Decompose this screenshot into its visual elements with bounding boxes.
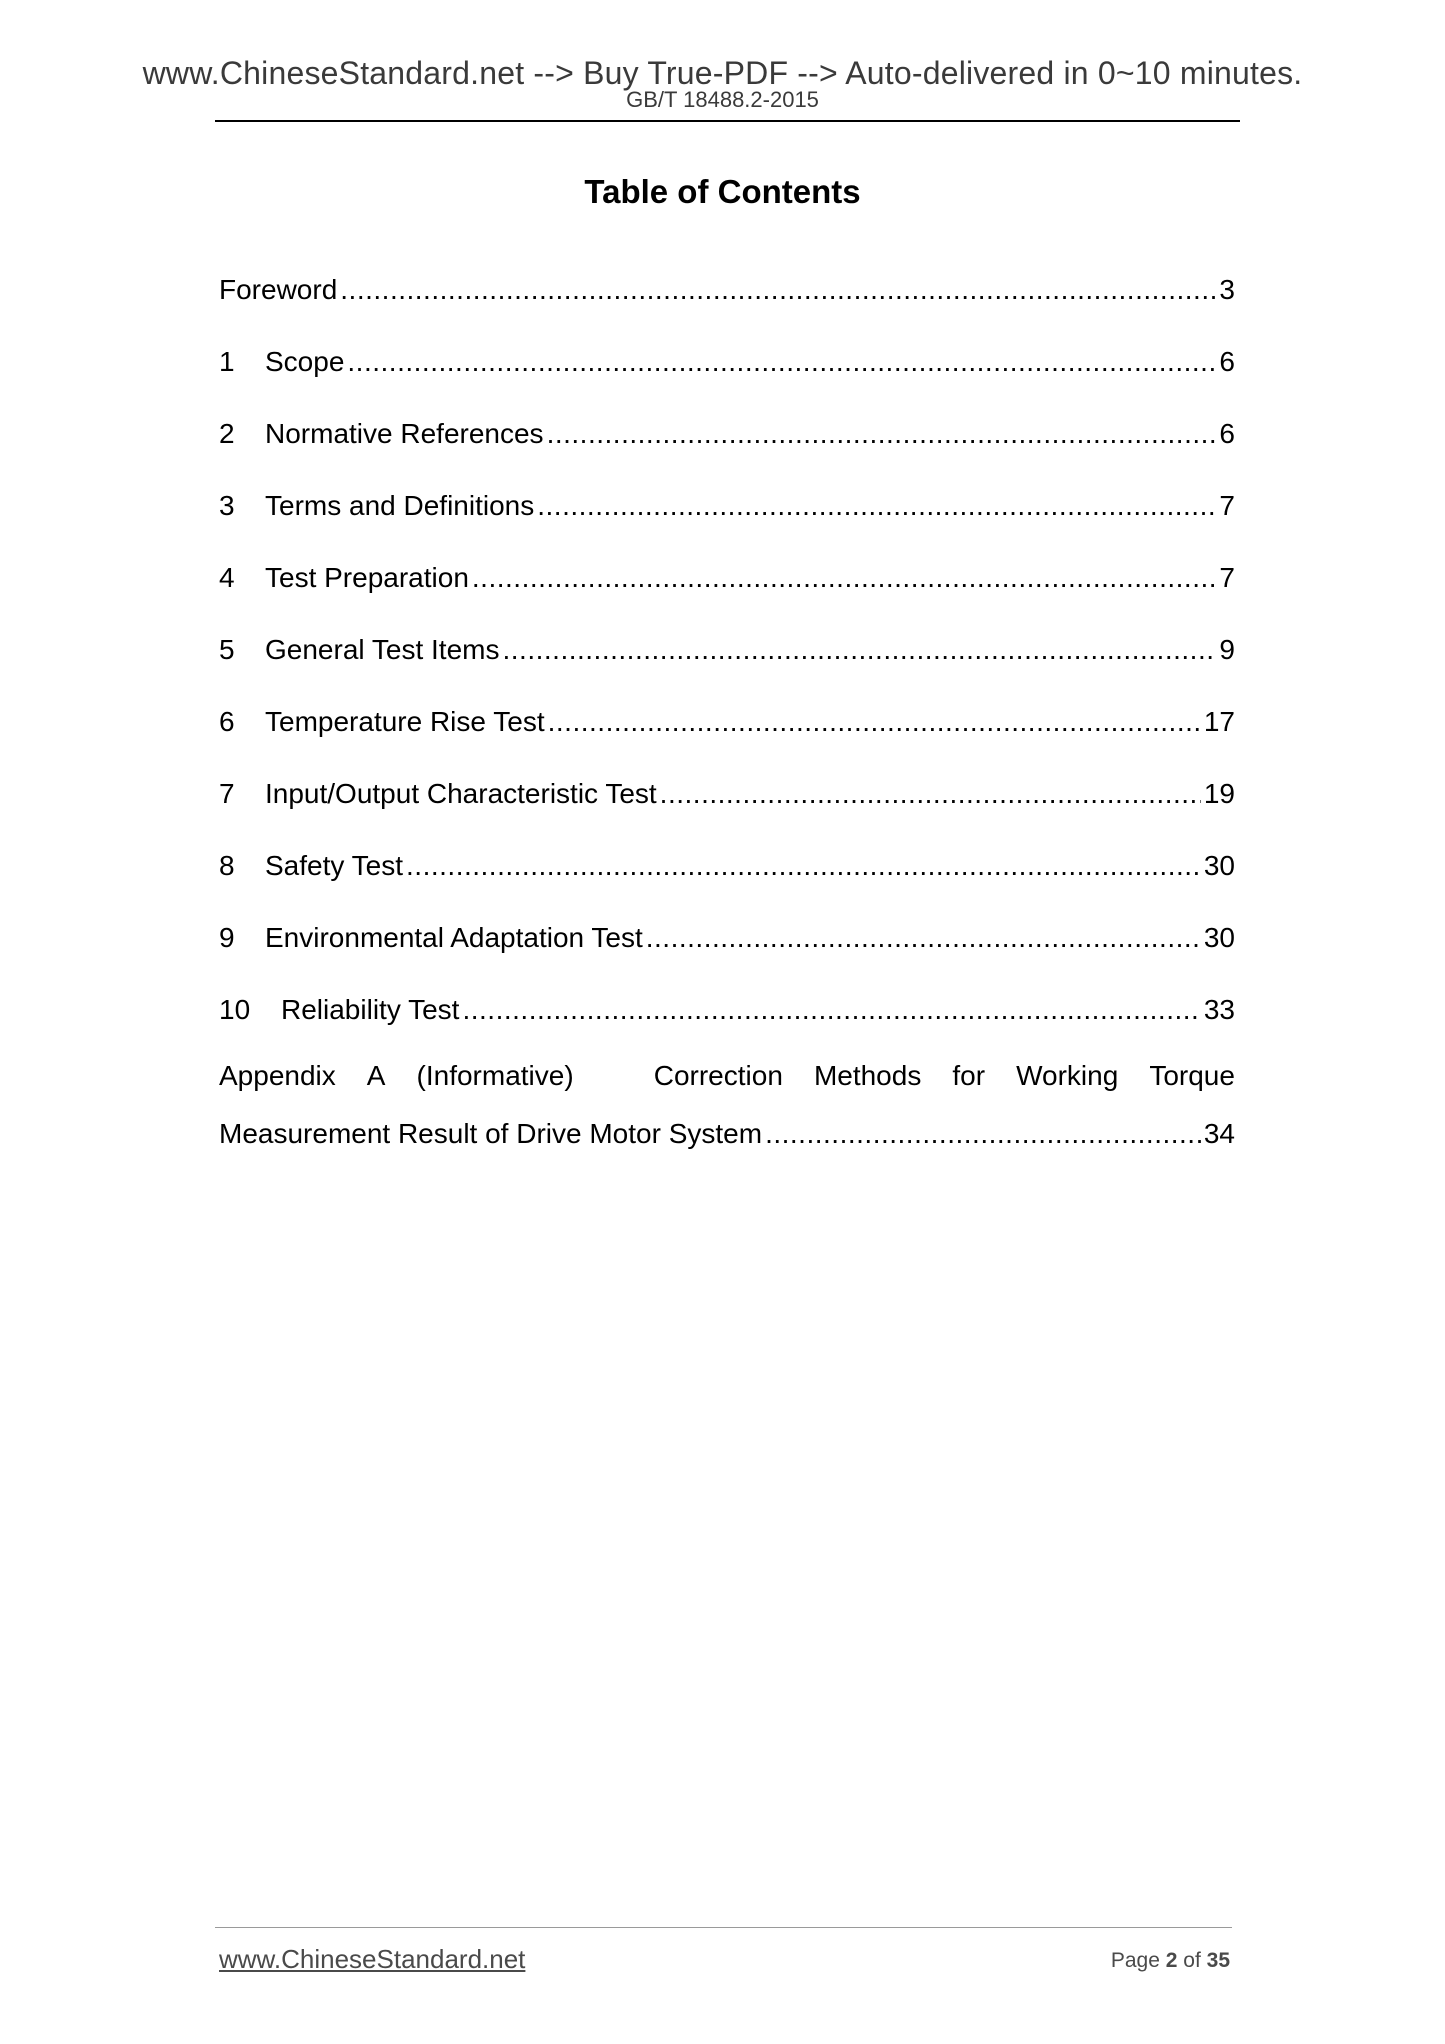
toc-entry-scope[interactable] bbox=[219, 326, 1235, 398]
toc-entry-temperature-rise-test[interactable] bbox=[219, 686, 1235, 758]
appendix-word: for bbox=[952, 1060, 986, 1091]
toc-entry-page: 30 bbox=[1203, 850, 1235, 881]
toc-entry-label: Terms and Definitions bbox=[265, 490, 535, 521]
page-counter bbox=[1111, 1948, 1230, 1974]
toc-entry-page: 6 bbox=[1219, 418, 1235, 449]
toc-leader-dots bbox=[548, 705, 1201, 739]
toc-entry-number: 10 bbox=[219, 994, 251, 1025]
toc-leader-dots bbox=[660, 777, 1201, 811]
toc-entry-label: Test Preparation bbox=[265, 562, 469, 593]
toc-entry-label: Temperature Rise Test bbox=[265, 706, 545, 737]
table-of-contents bbox=[219, 254, 1235, 1162]
toc-entry-page: 9 bbox=[1219, 634, 1235, 665]
toc-entry-page: 3 bbox=[1219, 274, 1235, 305]
toc-entry-number: 7 bbox=[219, 778, 235, 809]
toc-title: Table of Contents bbox=[584, 173, 861, 210]
toc-entry-page: 19 bbox=[1203, 778, 1235, 809]
toc-leader-dots bbox=[340, 273, 1216, 307]
toc-entry-label: General Test Items bbox=[265, 634, 500, 665]
toc-entry-number: 6 bbox=[219, 706, 235, 737]
toc-entry-page: 33 bbox=[1203, 994, 1235, 1025]
toc-entry-input-output-characteristic-test[interactable] bbox=[219, 758, 1235, 830]
toc-entry-test-preparation[interactable] bbox=[219, 542, 1235, 614]
header-divider bbox=[215, 120, 1240, 122]
toc-entry-label: Input/Output Characteristic Test bbox=[265, 778, 657, 809]
page-counter-of: of bbox=[1183, 1949, 1201, 1972]
appendix-word: Working bbox=[1016, 1060, 1119, 1091]
toc-entry-page: 7 bbox=[1219, 490, 1235, 521]
toc-entry-normative-references[interactable] bbox=[219, 398, 1235, 470]
toc-entry-page: 6 bbox=[1219, 346, 1235, 377]
toc-entry-reliability-test[interactable] bbox=[219, 974, 1235, 1046]
toc-leader-dots bbox=[472, 561, 1217, 595]
appendix-word: Appendix bbox=[219, 1060, 336, 1091]
toc-entry-appendix-a[interactable] bbox=[219, 1046, 1235, 1162]
appendix-title-line bbox=[219, 1046, 1235, 1106]
toc-entry-label: Environmental Adaptation Test bbox=[265, 922, 643, 953]
appendix-word: Torque bbox=[1149, 1060, 1235, 1091]
page-counter-current: 2 bbox=[1165, 1949, 1178, 1972]
header-banner[interactable]: www.ChineseStandard.net --> Buy True-PDF --> Auto-delivered in 0~10 minutes. bbox=[142, 55, 1303, 91]
toc-entry-page: 17 bbox=[1203, 706, 1235, 737]
footer-website-link[interactable]: www.ChineseStandard.net bbox=[219, 1944, 526, 1974]
appendix-continuation-line bbox=[219, 1106, 1235, 1162]
toc-leader-dots bbox=[547, 417, 1217, 451]
toc-leader-dots bbox=[462, 993, 1200, 1027]
appendix-word: Methods bbox=[813, 1060, 922, 1091]
page-counter-prefix: Page bbox=[1110, 1949, 1160, 1972]
appendix-word: A bbox=[366, 1060, 386, 1091]
toc-entry-label: Normative References bbox=[265, 418, 544, 449]
toc-leader-dots bbox=[347, 345, 1216, 379]
toc-entry-number: 2 bbox=[219, 418, 235, 449]
footer-divider bbox=[215, 1927, 1232, 1928]
toc-entry-number: 1 bbox=[219, 346, 235, 377]
appendix-word: Correction bbox=[653, 1060, 783, 1091]
toc-entry-foreword[interactable] bbox=[219, 254, 1235, 326]
toc-leader-dots bbox=[765, 1117, 1201, 1151]
toc-entry-label: Scope bbox=[265, 346, 345, 377]
toc-entry-number: 3 bbox=[219, 490, 235, 521]
appendix-word: (Informative) bbox=[416, 1060, 574, 1091]
toc-entry-label: Reliability Test bbox=[281, 994, 460, 1025]
toc-entry-number: 4 bbox=[219, 562, 235, 593]
toc-entry-general-test-items[interactable] bbox=[219, 614, 1235, 686]
document-number: GB/T 18488.2-2015 bbox=[626, 87, 819, 112]
toc-entry-terms-and-definitions[interactable] bbox=[219, 470, 1235, 542]
toc-entry-number: 5 bbox=[219, 634, 235, 665]
toc-entry-page: 34 bbox=[1203, 1118, 1235, 1149]
toc-leader-dots bbox=[406, 849, 1201, 883]
toc-leader-dots bbox=[502, 633, 1216, 667]
toc-entry-label: Foreword bbox=[219, 274, 338, 305]
toc-entry-safety-test[interactable] bbox=[219, 830, 1235, 902]
toc-entry-label: Safety Test bbox=[265, 850, 404, 881]
toc-entry-page: 7 bbox=[1219, 562, 1235, 593]
toc-entry-number: 9 bbox=[219, 922, 235, 953]
toc-entry-label: Measurement Result of Drive Motor System bbox=[219, 1118, 763, 1149]
toc-leader-dots bbox=[537, 489, 1216, 523]
toc-entry-environmental-adaptation-test[interactable] bbox=[219, 902, 1235, 974]
toc-entry-page: 30 bbox=[1203, 922, 1235, 953]
page-counter-total: 35 bbox=[1206, 1949, 1230, 1972]
toc-entry-number: 8 bbox=[219, 850, 235, 881]
toc-leader-dots bbox=[646, 921, 1201, 955]
